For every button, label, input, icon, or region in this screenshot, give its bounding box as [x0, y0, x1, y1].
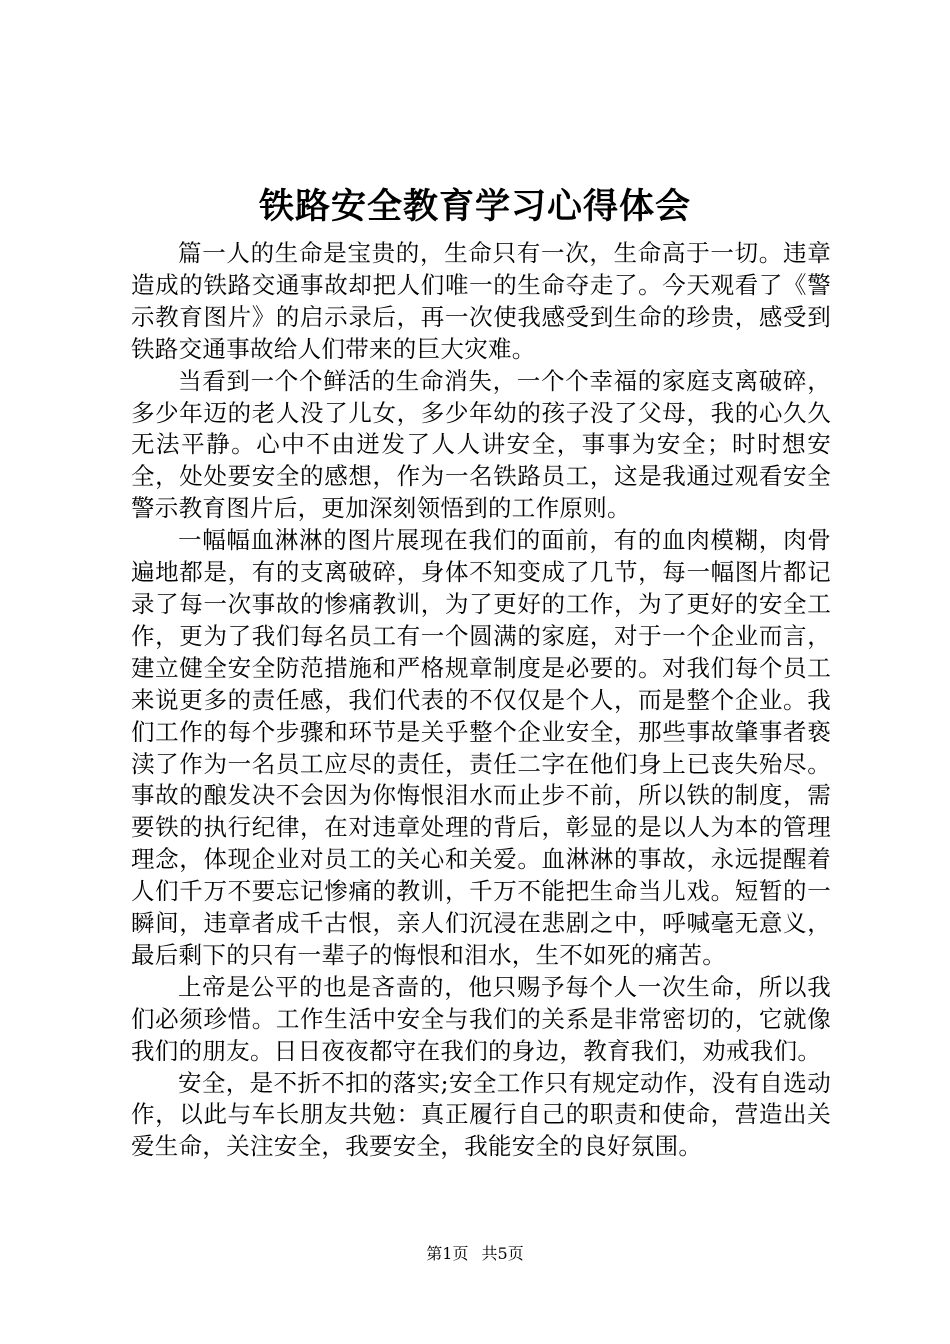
- paragraph: 篇一人的生命是宝贵的，生命只有一次，生命高于一切。违章造成的铁路交通事故却把人们唯一的生命夺走了。今天观看了《警示教育图片》的启示录后，再一次使我感受到生命的珍贵，感受到铁路交通事故给人们带来的巨大灾难。: [131, 239, 831, 363]
- paragraph: 上帝是公平的也是吝啬的，他只赐予每个人一次生命，所以我们必须珍惜。工作生活中安全与我们的关系是非常密切的，它就像我们的朋友。日日夜夜都守在我们的身边，教育我们，劝戒我们。: [131, 972, 831, 1065]
- paragraph: 当看到一个个鲜活的生命消失，一个个幸福的家庭支离破碎，多少年迈的老人没了儿女，多少年幼的孩子没了父母，我的心久久无法平静。心中不由迸发了人人讲安全，事事为安全；时时想安全，处处要安全的感想，作为一名铁路员工，这是我通过观看安全警示教育图片后，更加深刻领悟到的工作原则。: [131, 366, 831, 523]
- page-footer: [0, 1243, 950, 1265]
- page-total: 共5页: [481, 1244, 524, 1263]
- page-number: 第1页: [426, 1244, 469, 1263]
- paragraph: 一幅幅血淋淋的图片展现在我们的面前，有的血肉模糊，肉骨遍地都是，有的支离破碎，身体不知变成了几节，每一幅图片都记录了每一次事故的惨痛教训，为了更好的工作，为了更好的安全工作，更为了我们每名员工有一个圆满的家庭，对于一个企业而言，建立健全安全防范措施和严格规章制度是必要的。对我们每个员工来说更多的责任感，我们代表的不仅仅是个人，而是整个企业。我们工作的每个步骤和环节是关乎整个企业安全，那些事故肇事者亵渎了作为一名员工应尽的责任，责任二字在他们身上已丧失殆尽。事故的酿发决不会因为你悔恨泪水而止步不前，所以铁的制度，需要铁的执行纪律，在对违章处理的背后，彰显的是以人为本的管理理念，体现企业对员工的关心和关爱。血淋淋的事故，永远提醒着人们千万不要忘记惨痛的教训，千万不能把生命当儿戏。短暂的一瞬间，违章者成千古恨，亲人们沉浸在悲剧之中，呼喊毫无意义，最后剩下的只有一辈子的悔恨和泪水，生不如死的痛苦。: [131, 526, 831, 969]
- document-title: 铁路安全教育学习心得体会: [258, 186, 691, 227]
- paragraph: 安全，是不折不扣的落实;安全工作只有规定动作，没有自选动作，以此与车长朋友共勉：真正履行自己的职责和使命，营造出关爱生命，关注安全，我要安全，我能安全的良好氛围。: [131, 1068, 831, 1161]
- document-body: [131, 238, 831, 1163]
